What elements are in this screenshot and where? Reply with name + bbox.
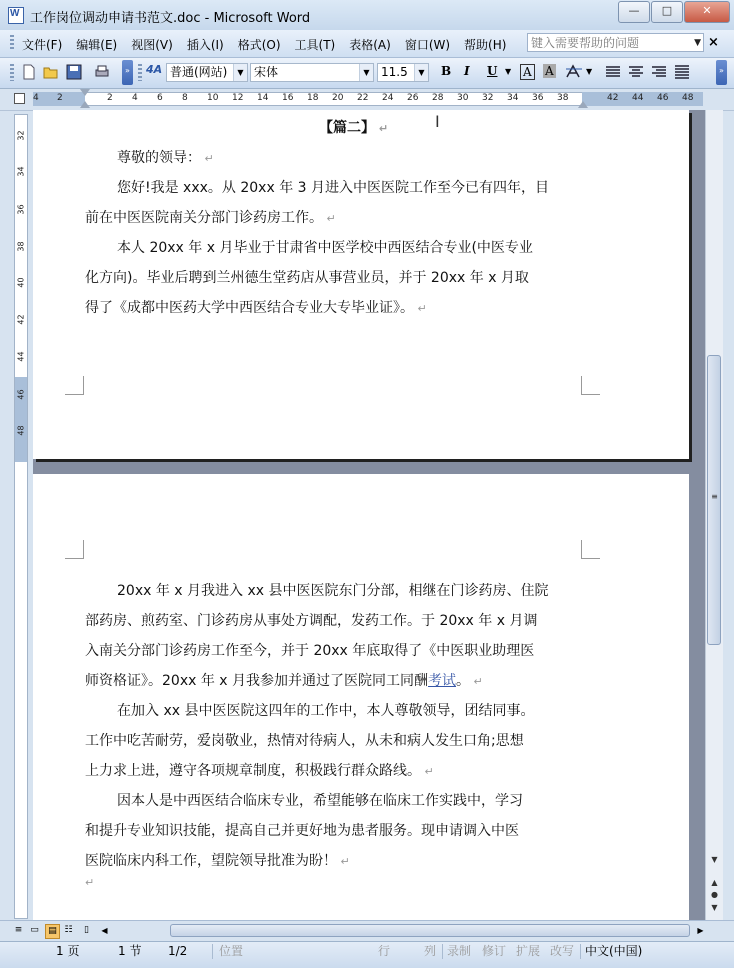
align-center-icon[interactable]	[627, 63, 645, 81]
document-area[interactable]	[33, 110, 705, 920]
help-search-input[interactable]	[527, 33, 704, 52]
ruler-number: 8	[182, 93, 188, 103]
menu-item[interactable]: 工具(T)	[294, 38, 336, 52]
line-text: 本人 20xx 年 x 月毕业于甘肃省中医学校中西医结合专业(中医专业	[117, 240, 533, 256]
scroll-down-arrow-icon[interactable]: ▼	[711, 855, 718, 864]
status-language: 中文(中国)	[585, 944, 643, 958]
ruler-number: 26	[407, 93, 419, 103]
font-size-value: 11.5	[381, 65, 408, 79]
char-border-button[interactable]: A	[520, 64, 535, 80]
vertical-ruler-number: 40	[16, 277, 26, 288]
vertical-ruler-number: 42	[16, 314, 26, 325]
ruler-number: 32	[482, 93, 494, 103]
document-line	[85, 263, 529, 293]
close-help-icon[interactable]: ×	[708, 35, 719, 50]
minimize-button[interactable]: —	[618, 1, 650, 23]
ruler-number: 38	[557, 93, 569, 103]
line-text: 医院临床内科工作，望院领导批准为盼！	[85, 853, 337, 869]
ruler-number: 28	[432, 93, 444, 103]
window-title: 工作岗位调动申请书范文.doc - Microsoft Word	[30, 11, 311, 26]
ruler-number: 2	[107, 93, 113, 103]
vertical-ruler-number: 48	[16, 425, 26, 436]
hanging-indent-marker[interactable]	[80, 101, 90, 108]
document-line	[85, 846, 350, 877]
reading-view-icon[interactable]: ▯	[84, 925, 89, 935]
status-divider	[442, 944, 443, 959]
line-text: 师资格证》。20xx 年 x 月我参加并通过了医院同工同酬	[85, 673, 429, 689]
document-line	[85, 666, 483, 697]
status-position: 位置	[219, 944, 244, 958]
ruler-number: 6	[157, 93, 163, 103]
ruler-number: 2	[57, 93, 63, 103]
ruler-number: 48	[682, 93, 694, 103]
menu-item[interactable]: 编辑(E)	[76, 38, 118, 52]
right-indent-marker[interactable]	[578, 101, 588, 108]
help-search-placeholder: 键入需要帮助的问题	[531, 36, 640, 50]
menu-item[interactable]: 格式(O)	[237, 38, 281, 52]
toolbar-grip[interactable]	[10, 64, 14, 81]
paragraph-mark-icon: ↵	[414, 302, 427, 315]
paragraph-mark-icon: ↵	[337, 855, 350, 868]
underline-button[interactable]: U	[487, 64, 498, 78]
toolbar-grip-2[interactable]	[138, 64, 142, 81]
ruler-number: 16	[282, 93, 294, 103]
text-cursor-icon: I	[435, 112, 440, 131]
ruler-number: 12	[232, 93, 244, 103]
ruler-number: 22	[357, 93, 369, 103]
horizontal-ruler[interactable]	[0, 89, 734, 111]
status-revise[interactable]: 修订	[482, 944, 507, 958]
status-page-count: 1/2	[168, 944, 188, 958]
status-record[interactable]: 录制	[447, 944, 472, 958]
document-line	[117, 786, 523, 816]
line-text: 尊敬的领导：	[117, 150, 201, 166]
font-size-select[interactable]	[377, 63, 429, 82]
menu-item[interactable]: 窗口(W)	[404, 38, 451, 52]
ruler-number: 14	[257, 93, 269, 103]
distributed-align-icon[interactable]	[673, 63, 691, 81]
font-select[interactable]	[250, 63, 374, 82]
menu-item[interactable]: 视图(V)	[131, 38, 173, 52]
line-text: 【篇二】	[319, 120, 375, 136]
document-line	[85, 606, 537, 636]
maximize-button[interactable]: □	[651, 1, 683, 23]
character-scaling-icon[interactable]	[565, 63, 583, 81]
grip-icon: ≡	[711, 492, 718, 501]
status-divider	[580, 944, 581, 959]
vertical-ruler-number: 36	[16, 204, 26, 215]
outline-view-icon[interactable]: ☷	[64, 925, 73, 935]
title-bar	[0, 0, 734, 31]
ruler-number: 20	[332, 93, 344, 103]
word-app-icon[interactable]	[8, 7, 24, 24]
margin-corner-mark	[581, 540, 600, 559]
ruler-number: 36	[532, 93, 544, 103]
toolbar-options-chevron-icon[interactable]: »	[122, 60, 133, 85]
print-icon[interactable]	[93, 63, 111, 81]
previous-page-icon[interactable]: ▲	[711, 878, 718, 887]
line-text: 前在中医医院南关分部门诊药房工作。	[85, 210, 323, 226]
margin-corner-mark	[65, 540, 84, 559]
line-text: 您好!我是 xxx。从 20xx 年 3 月进入中医医院工作至今已有四年，目	[117, 180, 550, 196]
print-layout-view-icon[interactable]: ▤	[45, 924, 60, 939]
menu-items	[22, 36, 520, 53]
font-value: 宋体	[254, 65, 279, 79]
bold-button[interactable]: B	[441, 64, 452, 78]
document-line	[85, 726, 524, 756]
char-shading-button[interactable]: A	[545, 64, 554, 78]
italic-button[interactable]: I	[464, 64, 470, 78]
status-column: 列	[424, 944, 437, 958]
normal-view-icon[interactable]: ≡	[14, 925, 23, 935]
menu-item[interactable]: 文件(F)	[22, 38, 63, 52]
tab-selector-icon[interactable]	[14, 93, 25, 104]
toolbar-options-chevron-icon[interactable]: »	[716, 60, 727, 85]
vertical-ruler-number: 44	[16, 351, 26, 362]
vertical-ruler[interactable]	[14, 114, 28, 919]
status-page: 1 页	[56, 944, 80, 958]
vertical-scrollbar[interactable]	[705, 110, 723, 920]
menu-item[interactable]: 表格(A)	[349, 38, 391, 52]
underline-chevron-down-icon[interactable]: ▼	[505, 67, 512, 76]
ruler-number: 30	[457, 93, 469, 103]
chevron-down-icon[interactable]: ▼	[233, 64, 247, 81]
ruler-number: 4	[33, 93, 39, 103]
menu-grip[interactable]	[10, 35, 14, 51]
line-text-suffix: 。	[456, 673, 471, 689]
paragraph-mark-icon: ↵	[85, 876, 95, 889]
paragraph-mark-icon: ↵	[323, 212, 336, 225]
ruler-number: 46	[657, 93, 669, 103]
page-1[interactable]	[33, 110, 689, 459]
next-page-icon[interactable]: ▼	[711, 903, 718, 912]
document-line	[85, 756, 434, 787]
document-line	[117, 576, 549, 606]
status-divider	[212, 944, 213, 959]
ruler-number: 10	[207, 93, 219, 103]
status-section: 1 节	[118, 944, 142, 958]
document-line	[117, 696, 534, 726]
line-text: 在加入 xx 县中医医院这四年的工作中，本人尊敬领导，团结同事。	[117, 703, 535, 719]
window-controls	[617, 1, 730, 23]
line-text: 和提升专业知识技能，提高自己并更好地为患者服务。现申请调入中医	[85, 823, 519, 839]
chevron-down-icon[interactable]: ▼	[414, 64, 428, 81]
close-button[interactable]: ✕	[684, 1, 730, 23]
open-folder-icon[interactable]	[42, 63, 60, 81]
ruler-number: 44	[632, 93, 644, 103]
chevron-down-icon[interactable]: ▼	[694, 38, 701, 48]
align-justify-icon[interactable]	[604, 63, 622, 81]
document-line	[117, 173, 549, 203]
styles-pane-icon[interactable]: 4A	[146, 63, 163, 76]
vertical-ruler-number: 34	[16, 166, 26, 177]
ruler-number: 18	[307, 93, 319, 103]
paragraph-mark-icon: ↵	[375, 122, 389, 135]
web-view-icon[interactable]: ▭	[30, 925, 39, 935]
ruler-number: 4	[132, 93, 138, 103]
paragraph-mark-icon: ↵	[201, 152, 214, 165]
paragraph-mark-icon: ↵	[470, 675, 483, 688]
save-icon[interactable]	[65, 63, 83, 81]
line-text: 20xx 年 x 月我进入 xx 县中医医院东门分部，相继在门诊药房、住院	[117, 583, 549, 599]
status-overwrite[interactable]: 改写	[550, 944, 575, 958]
document-line	[319, 113, 388, 144]
hyperlink[interactable]: 考试	[428, 673, 457, 689]
margin-corner-mark	[65, 376, 84, 395]
first-line-indent-marker[interactable]	[80, 89, 90, 96]
line-text: 上力求上进，遵守各项规章制度，积极践行群众路线。	[85, 763, 421, 779]
page-2[interactable]	[33, 474, 689, 920]
vertical-ruler-number: 38	[16, 241, 26, 252]
document-line	[117, 143, 214, 174]
browse-object-icon[interactable]: ●	[711, 890, 718, 899]
scaling-chevron-down-icon[interactable]: ▼	[586, 67, 593, 76]
horizontal-scroll-thumb[interactable]	[170, 924, 690, 937]
line-text: 得了《成都中医药大学中西医结合专业大专毕业证》。	[85, 300, 414, 316]
menu-item[interactable]: 帮助(H)	[464, 38, 507, 52]
margin-corner-mark	[581, 376, 600, 395]
style-value: 普通(网站)	[170, 65, 228, 79]
status-extend[interactable]: 扩展	[516, 944, 541, 958]
status-bar	[0, 941, 734, 968]
line-text: 入南关分部门诊药房工作至今，并于 20xx 年底取得了《中医职业助理医	[85, 643, 535, 659]
style-select[interactable]	[166, 63, 248, 82]
document-line	[85, 636, 534, 666]
line-text: 工作中吃苦耐劳，爱岗敬业，热情对待病人，从未和病人发生口角;思想	[85, 733, 524, 749]
ruler-number: 34	[507, 93, 519, 103]
ruler-number: 24	[382, 93, 394, 103]
document-line	[85, 816, 519, 846]
line-text: 因本人是中西医结合临床专业，希望能够在临床工作实践中，学习	[117, 793, 523, 809]
line-text: 化方向)。毕业后聘到兰州德生堂药店从事营业员，并于 20xx 年 x 月取	[85, 270, 529, 286]
horizontal-scrollbar[interactable]	[0, 920, 734, 941]
document-line	[117, 233, 533, 263]
document-line	[85, 293, 427, 324]
ruler-number: 42	[607, 93, 619, 103]
align-right-icon[interactable]	[650, 63, 668, 81]
new-document-icon[interactable]	[20, 63, 38, 81]
status-line: 行	[378, 944, 391, 958]
line-text: 部药房、煎药室、门诊药房从事处方调配，发药工作。于 20xx 年 x 月调	[85, 613, 538, 629]
vertical-ruler-number: 46	[16, 389, 26, 400]
chevron-down-icon[interactable]: ▼	[359, 64, 373, 81]
toolbar	[0, 58, 734, 89]
paragraph-mark-icon: ↵	[421, 765, 434, 778]
document-line	[85, 203, 336, 234]
scroll-right-arrow-icon[interactable]: ▶	[697, 926, 704, 935]
vertical-ruler-number: 32	[16, 130, 26, 141]
scroll-left-arrow-icon[interactable]: ◀	[101, 926, 108, 935]
menu-item[interactable]: 插入(I)	[186, 38, 224, 52]
